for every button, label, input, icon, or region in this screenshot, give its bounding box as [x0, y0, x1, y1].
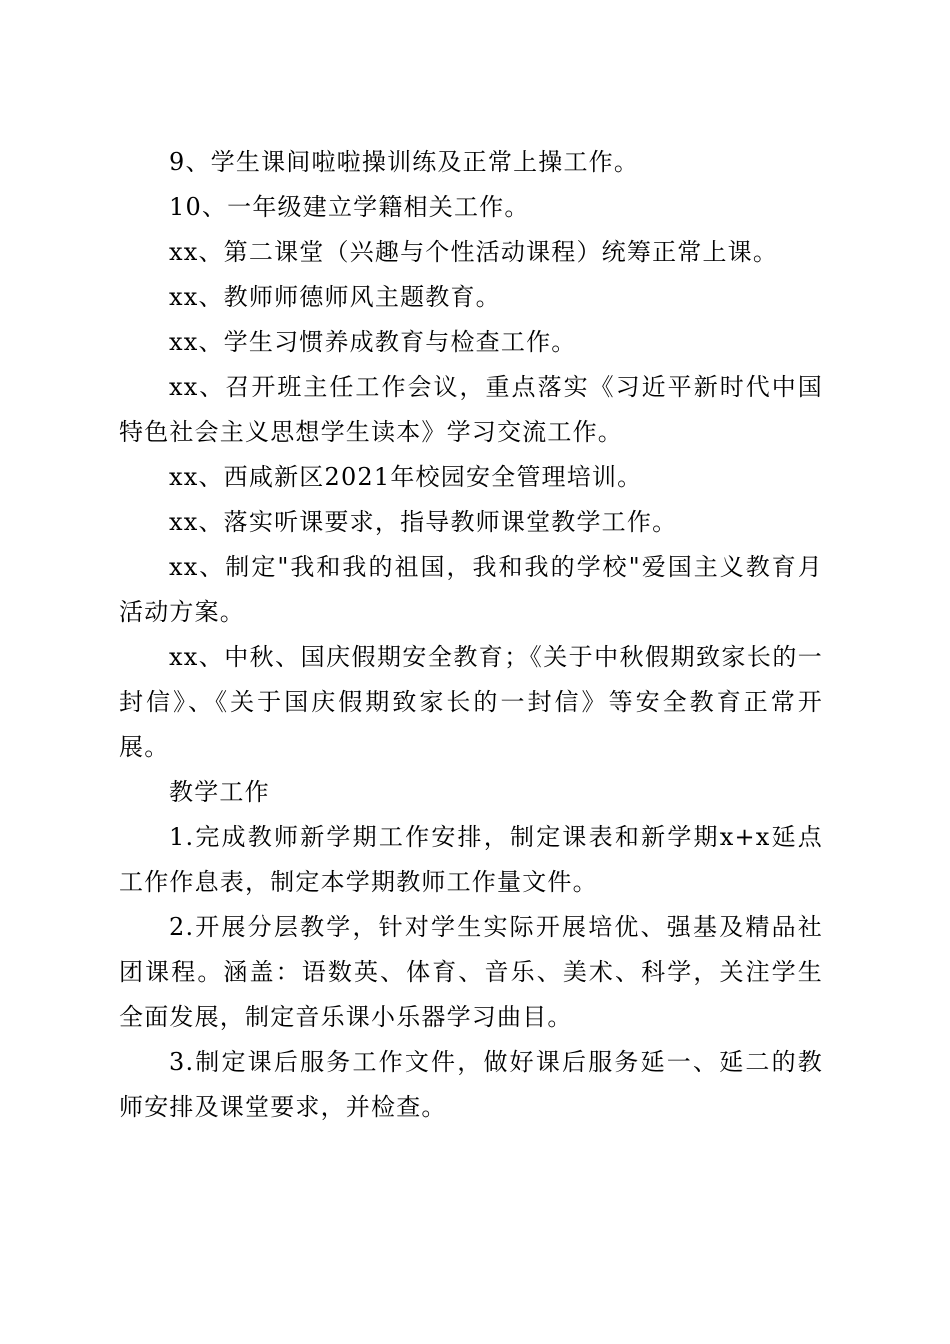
- paragraph-teacher-ethics: xx、教师师德师风主题教育。: [169, 283, 501, 311]
- section-heading-teaching: 教学工作: [169, 778, 270, 806]
- paragraph-safety-training: xx、西咸新区2021年校园安全管理培训。: [169, 463, 643, 491]
- paragraph-teaching-2: 2.开展分层教学，针对学生实际开展培优、强基及精品社团课程。涵盖：语数英、体育、音乐、美术、科学，关注学生全面发展，制定音乐课小乐器学习曲目。: [119, 913, 823, 1031]
- paragraph-patriotic-plan: xx、制定"我和我的祖国，我和我的学校"爱国主义教育月活动方案。: [119, 553, 823, 626]
- paragraph-item-9: 9、学生课间啦啦操训练及正常上操工作。: [169, 148, 640, 176]
- paragraph-holiday-safety: xx、中秋、国庆假期安全教育；《关于中秋假期致家长的一封信》、《关于国庆假期致家长的一封信》等安全教育正常开展。: [119, 643, 823, 761]
- paragraph-lesson-observation: xx、落实听课要求，指导教师课堂教学工作。: [169, 508, 678, 536]
- paragraph-second-classroom: xx、第二课堂（兴趣与个性活动课程）统筹正常上课。: [169, 238, 779, 266]
- paragraph-teaching-1: 1.完成教师新学期工作安排，制定课表和新学期x+x延点工作作息表，制定本学期教师工作量文件。: [119, 823, 823, 896]
- paragraph-item-10: 10、一年级建立学籍相关工作。: [169, 193, 530, 221]
- paragraph-student-habits: xx、学生习惯养成教育与检查工作。: [169, 328, 577, 356]
- paragraph-teaching-3: 3.制定课后服务工作文件，做好课后服务延一、延二的教师安排及课堂要求，并检查。: [119, 1048, 823, 1121]
- paragraph-headteacher-meeting: xx、召开班主任工作会议，重点落实《习近平新时代中国特色社会主义思想学生读本》学习交流工作。: [119, 373, 823, 446]
- document-body: [119, 140, 823, 1130]
